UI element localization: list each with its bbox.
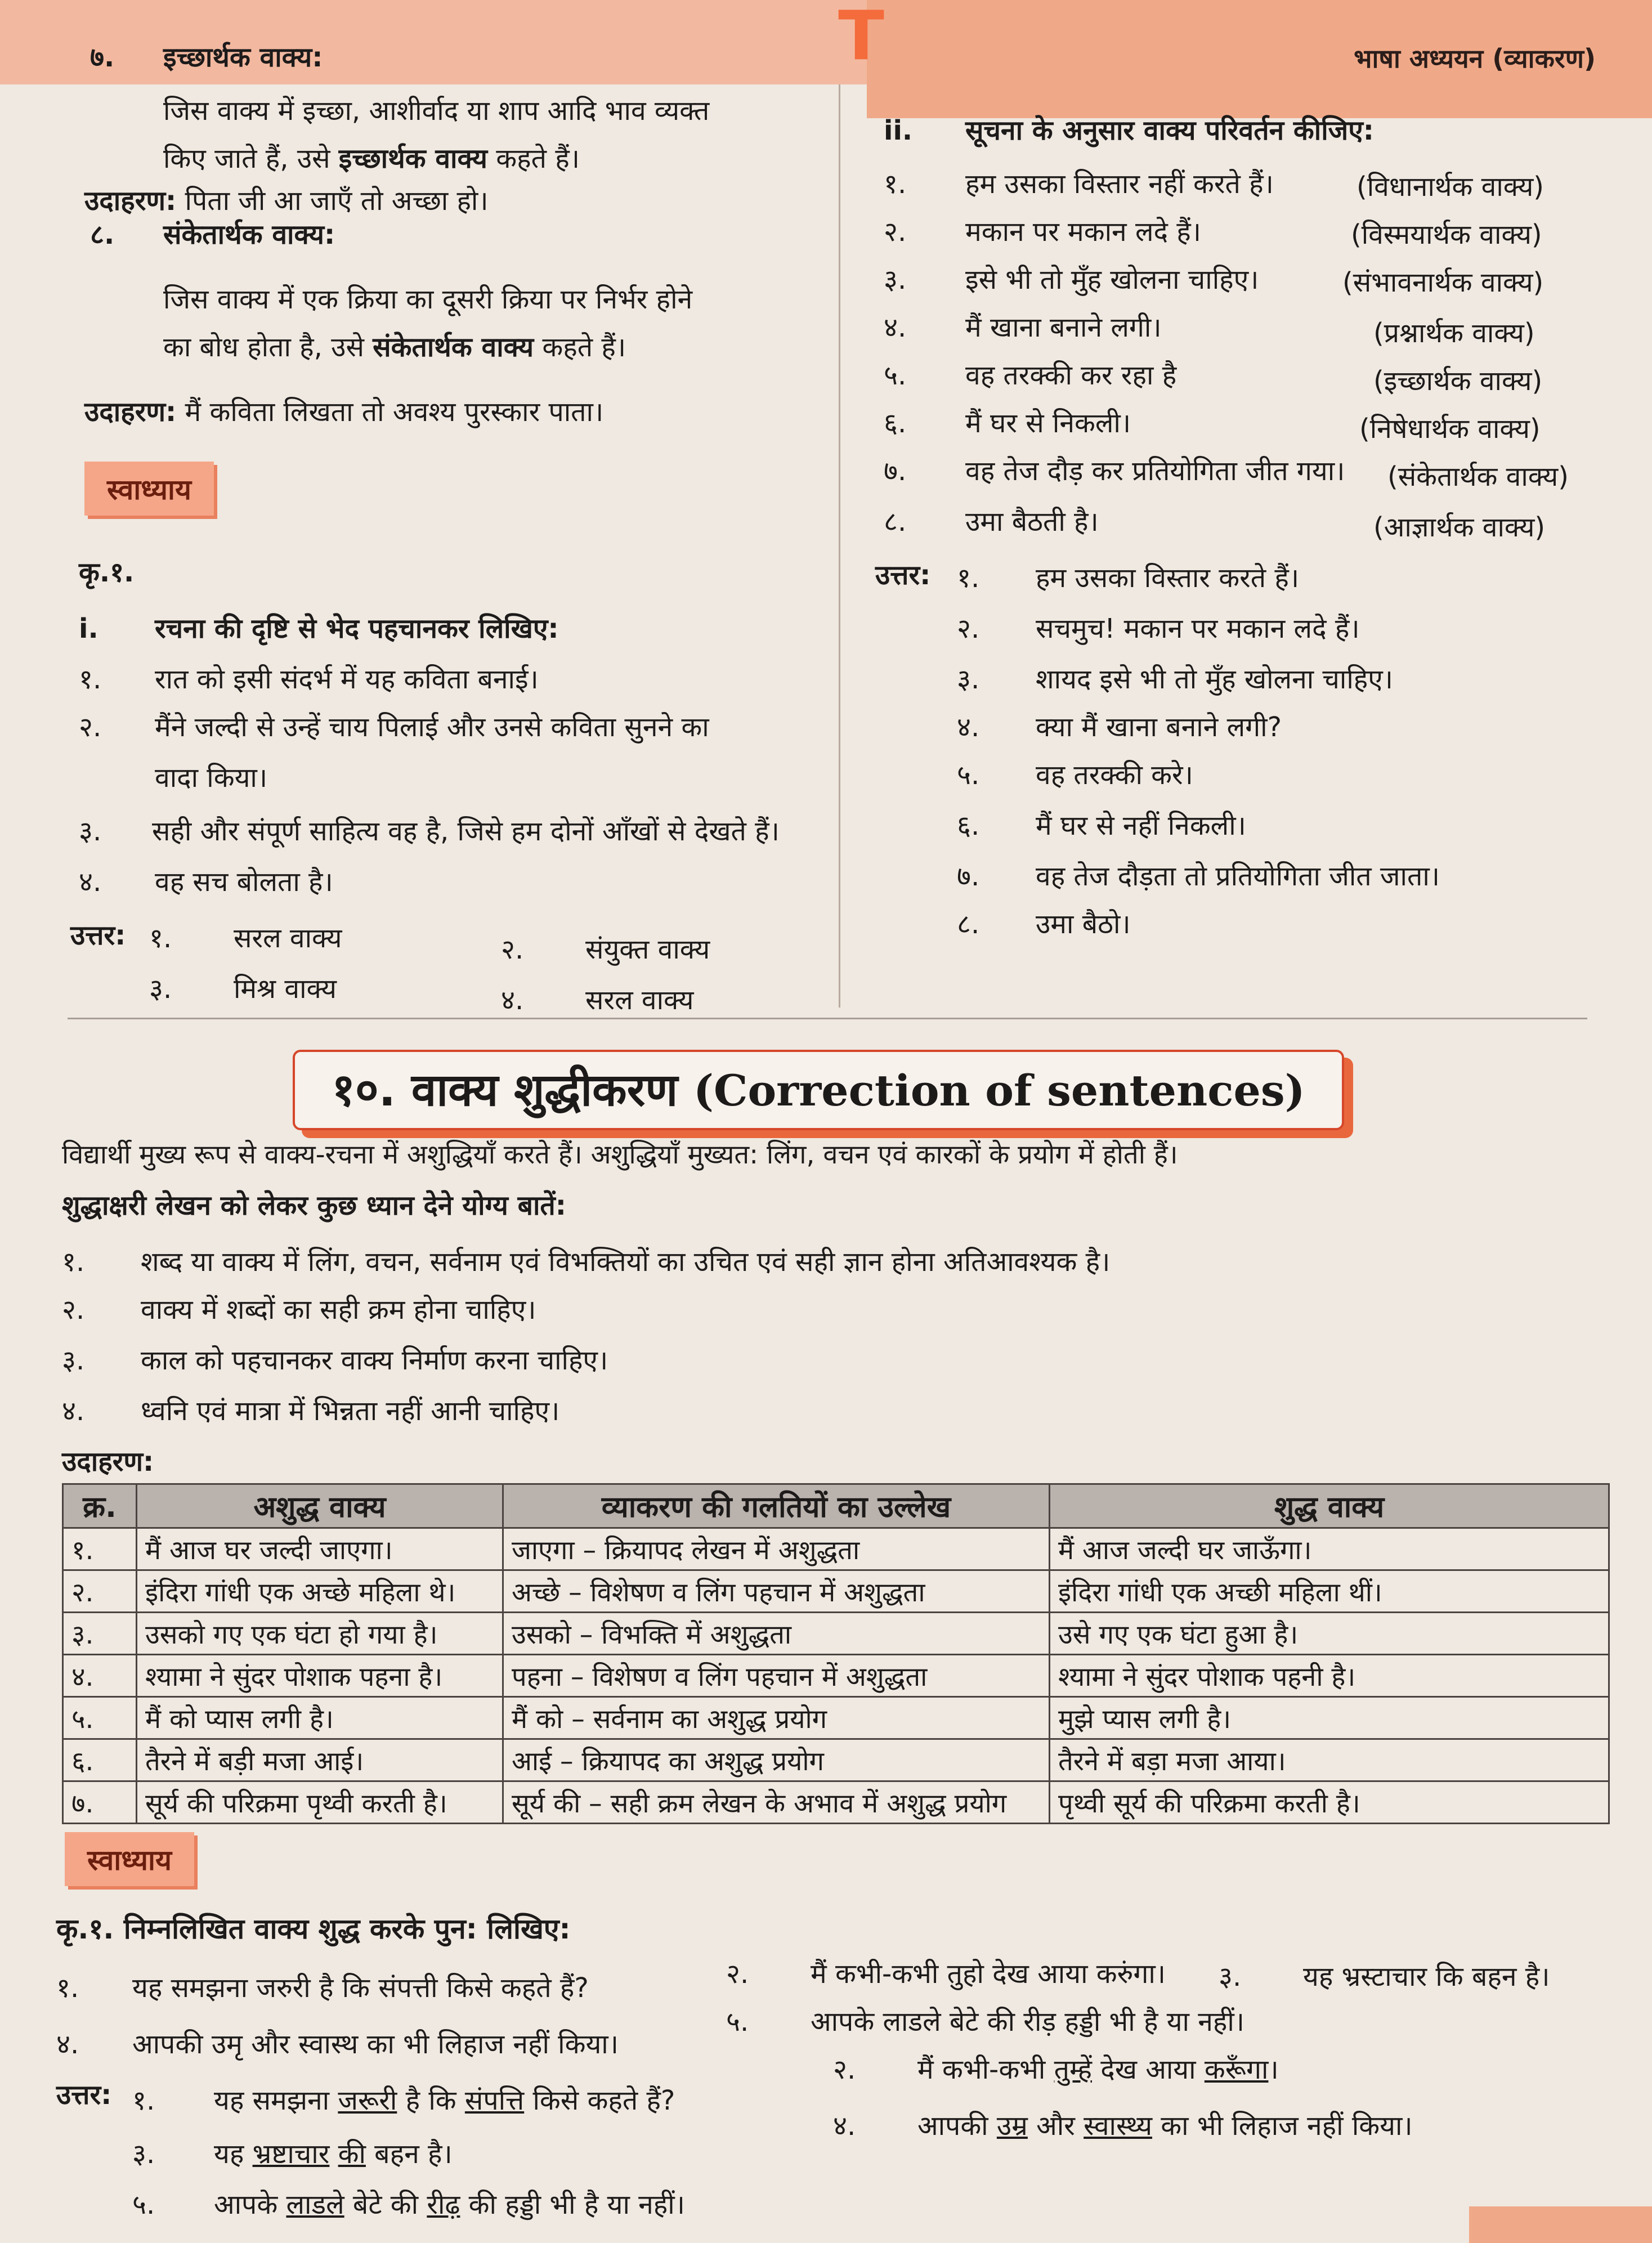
column-header-correct: शुद्ध वाक्य xyxy=(1050,1484,1609,1528)
table-cell: मुझे प्यास लगी है। xyxy=(1050,1697,1609,1739)
table-cell: ६. xyxy=(63,1739,137,1781)
exercise-item-3: ३. यह भ्रस्टाचार कि बहन है। xyxy=(1219,1961,1550,1993)
answer-right-1: १. हम उसका विस्तार करते हैं। xyxy=(957,562,1300,594)
question-ii-item-5: ५. वह तरक्की कर रहा है xyxy=(884,360,1177,391)
answer-right-7: ७. वह तेज दौड़ता तो प्रतियोगिता जीत जाता। xyxy=(957,861,1440,892)
answer-label-right: उत्तर: xyxy=(875,559,931,591)
question-i-item-4: ४. वह सच बोलता है। xyxy=(79,866,333,898)
table-cell: सूर्य की परिक्रमा पृथ्वी करती है। xyxy=(137,1781,503,1824)
answer-label-left: उत्तर: xyxy=(70,920,126,951)
question-ii-hint-6: (निषेधार्थक वाक्य) xyxy=(1359,413,1541,445)
table-cell: पहना – विशेषण व लिंग पहचान में अशुद्धता xyxy=(503,1655,1050,1697)
table-cell: इंदिरा गांधी एक अच्छी महिला थीं। xyxy=(1050,1570,1609,1613)
footer-band xyxy=(1469,2206,1652,2243)
point-2: २. वाक्य में शब्दों का सही क्रम होना चाहिए। xyxy=(62,1294,536,1326)
example-label: उदाहरण: xyxy=(62,1446,154,1478)
table-cell: श्यामा ने सुंदर पोशाक पहनी है। xyxy=(1050,1655,1609,1697)
question-ii-item-6: ६. मैं घर से निकली। xyxy=(884,408,1131,439)
table-row xyxy=(63,1528,1609,1570)
section-divider xyxy=(68,1018,1587,1019)
section-7-heading: ७. इच्छार्थक वाक्य: xyxy=(90,42,323,73)
table-cell: जाएगा – क्रियापद लेखन में अशुद्धता xyxy=(503,1528,1050,1570)
table-cell: इंदिरा गांधी एक अच्छे महिला थे। xyxy=(137,1570,503,1613)
answer-left-4: ४. सरल वाक्य xyxy=(501,984,694,1016)
table-cell: १. xyxy=(63,1528,137,1570)
column-header-incorrect: अशुद्ध वाक्य xyxy=(137,1484,503,1528)
publisher-logo: T xyxy=(838,0,884,75)
chapter-title xyxy=(293,1050,1344,1130)
table-cell: ७. xyxy=(63,1781,137,1824)
exercise-answer-3: ३. यह भ्रष्टाचार की बहन है। xyxy=(132,2138,453,2170)
section-7-def-2: किए जाते हैं, उसे इच्छार्थक वाक्य कहते हैं। xyxy=(163,143,580,174)
question-i-item-3: ३. सही और संपूर्ण साहित्य वह है, जिसे हम दोनों आँखों से देखते हैं। xyxy=(79,816,780,847)
answer-right-8: ८. उमा बैठो। xyxy=(957,908,1131,940)
question-ii-hint-5: (इच्छार्थक वाक्य) xyxy=(1373,365,1543,397)
question-ii-hint-3: (संभावनार्थक वाक्य) xyxy=(1342,267,1544,298)
table-cell: अच्छे – विशेषण व लिंग पहचान में अशुद्धता xyxy=(503,1570,1050,1613)
question-ii-hint-7: (संकेतार्थक वाक्य) xyxy=(1387,461,1569,493)
correction-table xyxy=(62,1483,1610,1824)
swadhyay-badge-1: स्वाध्याय xyxy=(84,462,214,516)
table-cell: उसे गए एक घंटा हुआ है। xyxy=(1050,1613,1609,1655)
exercise-item-1: १. यह समझना जरुरी है कि संपत्ती किसे कहते हैं? xyxy=(56,1972,589,2004)
exercise-answer-5: ५. आपके लाडले बेटे की रीढ़ की हड्डी भी है या नहीं। xyxy=(132,2189,685,2220)
table-row xyxy=(63,1781,1609,1824)
table-cell: मैं को – सर्वनाम का अशुद्ध प्रयोग xyxy=(503,1697,1050,1739)
question-label: कृ.१. xyxy=(79,557,135,588)
exercise-answer-4: ४. आपकी उम्र और स्वास्थ्य का भी लिहाज नहीं किया। xyxy=(833,2110,1413,2142)
points-heading: शुद्धाक्षरी लेखन को लेकर कुछ ध्यान देने योग्य बातें: xyxy=(62,1190,566,1221)
chapter-intro: विद्यार्थी मुख्य रूप से वाक्य-रचना में अशुद्धियाँ करते हैं। अशुद्धियाँ मुख्यत: लिंग, वचन एवं कारकों के प्रयोग में होती हैं। xyxy=(62,1139,1178,1170)
point-4: ४. ध्वनि एवं मात्रा में भिन्नता नहीं आनी चाहिए। xyxy=(62,1395,560,1427)
table-cell: ३. xyxy=(63,1613,137,1655)
exercise-answer-1: १. यह समझना जरूरी है कि संपत्ति किसे कहते हैं? xyxy=(132,2085,675,2116)
table-cell: तैरने में बड़ी मजा आई। xyxy=(137,1739,503,1781)
section-8-def-1: जिस वाक्य में एक क्रिया का दूसरी क्रिया पर निर्भर होने xyxy=(163,284,693,315)
question-ii-hint-4: (प्रश्नार्थक वाक्य) xyxy=(1373,317,1535,349)
swadhyay-badge-2: स्वाध्याय xyxy=(65,1832,194,1886)
section-8-example: उदाहरण: मैं कविता लिखता तो अवश्य पुरस्कार पाता। xyxy=(84,396,604,428)
question-ii-item-2: २. मकान पर मकान लदे हैं। xyxy=(884,216,1201,248)
answer-left-2: २. संयुक्त वाक्य xyxy=(501,934,710,965)
question-ii-hint-1: (विधानार्थक वाक्य) xyxy=(1356,171,1544,203)
exercise-item-2: २. मैं कभी-कभी तुहो देख आया करुंगा। xyxy=(726,1958,1166,1990)
point-1: १. शब्द या वाक्य में लिंग, वचन, सर्वनाम एवं विभक्तियों का उचित एवं सही ज्ञान होना अतिआवश्यक है। xyxy=(62,1246,1111,1278)
question-i-heading: i. रचना की दृष्टि से भेद पहचानकर लिखिए: xyxy=(79,613,559,644)
question-ii-item-7: ७. वह तेज दौड़ कर प्रतियोगिता जीत गया। xyxy=(884,455,1345,487)
table-cell: श्यामा ने सुंदर पोशाक पहना है। xyxy=(137,1655,503,1697)
chapter-title-english: (Correction of sentences) xyxy=(693,1065,1305,1116)
table-cell: तैरने में बड़ा मजा आया। xyxy=(1050,1739,1609,1781)
table-row xyxy=(63,1697,1609,1739)
question-ii-heading: ii. सूचना के अनुसार वाक्य परिवर्तन कीजिए: xyxy=(884,115,1374,146)
answer-right-3: ३. शायद इसे भी तो मुँह खोलना चाहिए। xyxy=(957,664,1394,695)
table-cell: ५. xyxy=(63,1697,137,1739)
question-i-item-1: १. रात को इसी संदर्भ में यह कविता बनाई। xyxy=(79,664,539,695)
question-ii-item-3: ३. इसे भी तो मुँह खोलना चाहिए। xyxy=(884,264,1259,296)
chapter-title-hindi: १०. वाक्य शुद्धीकरण xyxy=(332,1064,678,1116)
table-cell: मैं आज जल्दी घर जाऊँगा। xyxy=(1050,1528,1609,1570)
question-i-item-2: २. मैंने जल्दी से उन्हें चाय पिलाई और उनसे कविता सुनने का xyxy=(79,711,709,743)
table-cell: २. xyxy=(63,1570,137,1613)
table-cell: आई – क्रियापद का अशुद्ध प्रयोग xyxy=(503,1739,1050,1781)
question-ii-hint-2: (विस्मयार्थक वाक्य) xyxy=(1351,219,1542,250)
section-8-def-2: का बोध होता है, उसे संकेतार्थक वाक्य कहते हैं। xyxy=(163,332,626,363)
column-header-serial: क्र. xyxy=(63,1484,137,1528)
question-ii-item-1: १. हम उसका विस्तार नहीं करते हैं। xyxy=(884,168,1274,200)
section-7-example: उदाहरण: पिता जी आ जाएँ तो अच्छा हो। xyxy=(84,185,489,217)
table-cell: ४. xyxy=(63,1655,137,1697)
answer-left-3: ३. मिश्र वाक्य xyxy=(149,973,337,1005)
exercise-answer-label: उत्तर: xyxy=(56,2079,112,2111)
answer-right-4: ४. क्या मैं खाना बनाने लगी? xyxy=(957,711,1282,743)
question-i-item-2-cont: वादा किया। xyxy=(155,762,268,794)
table-cell: उसको – विभक्ति में अशुद्धता xyxy=(503,1613,1050,1655)
exercise-item-4: ४. आपकी उमृ और स्वास्थ का भी लिहाज नहीं किया। xyxy=(56,2029,619,2060)
exercise-answer-2: २. मैं कभी-कभी तुम्हें देख आया करूँगा। xyxy=(833,2054,1279,2085)
exercise-item-5: ५. आपके लाडले बेटे की रीड़ हड्डी भी है या नहीं। xyxy=(726,2006,1244,2038)
table-cell: उसको गए एक घंटा हो गया है। xyxy=(137,1613,503,1655)
exercise-heading: कृ.१. निम्नलिखित वाक्य शुद्ध करके पुन: लिखिए: xyxy=(56,1913,571,1945)
table-header-row xyxy=(63,1484,1609,1528)
table-cell: मैं आज घर जल्दी जाएगा। xyxy=(137,1528,503,1570)
answer-left-1: १. सरल वाक्य xyxy=(149,923,342,954)
table-row xyxy=(63,1570,1609,1613)
table-cell: सूर्य की – सही क्रम लेखन के अभाव में अशुद्ध प्रयोग xyxy=(503,1781,1050,1824)
table-row xyxy=(63,1655,1609,1697)
table-row xyxy=(63,1613,1609,1655)
point-3: ३. काल को पहचानकर वाक्य निर्माण करना चाहिए। xyxy=(62,1345,608,1376)
answer-right-5: ५. वह तरक्की करे। xyxy=(957,759,1193,791)
section-8-heading: ८. संकेतार्थक वाक्य: xyxy=(90,219,335,250)
section-7-def-1: जिस वाक्य में इच्छा, आशीर्वाद या शाप आदि भाव व्यक्त xyxy=(163,95,710,127)
table-cell: मैं को प्यास लगी है। xyxy=(137,1697,503,1739)
column-header-error: व्याकरण की गलतियों का उल्लेख xyxy=(503,1484,1050,1528)
answer-right-6: ६. मैं घर से नहीं निकली। xyxy=(957,810,1246,841)
table-row xyxy=(63,1739,1609,1781)
running-head: भाषा अध्ययन (व्याकरण) xyxy=(1354,43,1596,74)
answer-right-2: २. सचमुच! मकान पर मकान लदे हैं। xyxy=(957,613,1360,644)
question-ii-hint-8: (आज्ञार्थक वाक्य) xyxy=(1373,512,1546,543)
question-ii-item-8: ८. उमा बैठती है। xyxy=(884,506,1099,538)
column-divider xyxy=(839,84,840,1008)
table-cell: पृथ्वी सूर्य की परिक्रमा करती है। xyxy=(1050,1781,1609,1824)
question-ii-item-4: ४. मैं खाना बनाने लगी। xyxy=(884,312,1162,343)
